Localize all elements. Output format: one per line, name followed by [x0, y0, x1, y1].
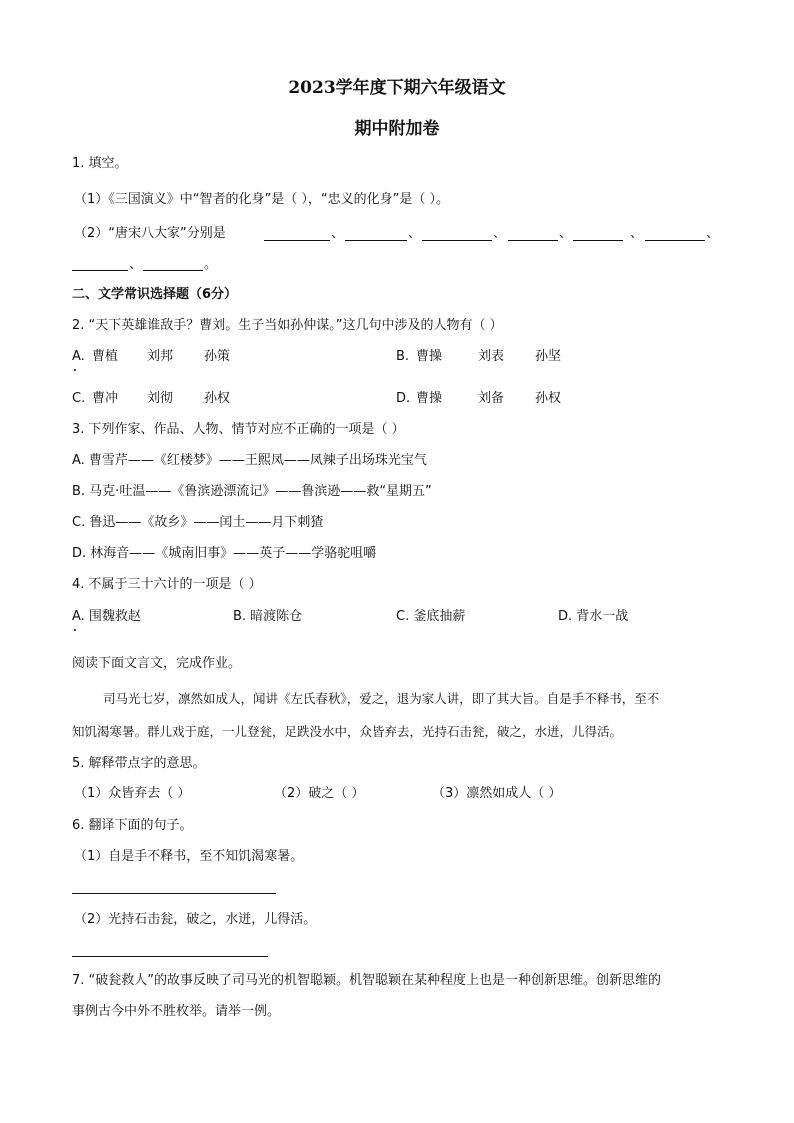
q1-stem: 1. 填空。 — [72, 156, 128, 171]
separator: 、 — [630, 226, 644, 241]
q7-line-1: 7. “破瓮救人”的故事反映了司马光的机智聪颖。机智聪颖在某种程度上也是一种创新思维。创新思维的 — [72, 973, 662, 988]
answer-blank[interactable] — [143, 270, 203, 271]
option-letter[interactable]: B. — [396, 349, 410, 364]
option-letter[interactable]: D. — [396, 391, 411, 406]
q3-option-a[interactable]: A. 曹雪芹——《红楼梦》——王熙凤——凤辣子出场珠光宝气 — [72, 453, 427, 468]
answer-blank[interactable] — [508, 240, 558, 241]
option-item: 刘彻 — [147, 391, 174, 406]
answer-line[interactable] — [72, 956, 268, 957]
exam-title: 2023学年度下期六年级语文 — [288, 78, 506, 98]
separator: 、 — [129, 257, 143, 272]
option-item: 孙坚 — [535, 349, 562, 364]
option-item: 曹植 — [92, 349, 119, 364]
answer-blank[interactable] — [573, 240, 623, 241]
q5-item-1: （1）众皆弃去（ ） — [74, 786, 191, 801]
q5-item-2: （2）破之（ ） — [274, 786, 365, 801]
answer-line[interactable] — [72, 893, 276, 894]
answer-blank[interactable] — [72, 270, 128, 271]
separator: 、 — [559, 226, 573, 241]
separator: 、 — [493, 226, 507, 241]
answer-blank[interactable] — [264, 240, 330, 241]
option-letter[interactable]: C. — [72, 391, 86, 406]
q4-option-d[interactable]: D. 背水一战 — [558, 609, 629, 624]
emphasis-dot — [74, 369, 76, 371]
option-item: 刘表 — [478, 349, 505, 364]
separator: 、 — [706, 226, 720, 241]
separator: 。 — [204, 257, 218, 272]
q4-option-b[interactable]: B. 暗渡陈仓 — [233, 609, 303, 624]
answer-blank[interactable] — [422, 240, 492, 241]
q5-item-3: （3）凛然如成人（ ） — [432, 786, 562, 801]
q6-stem: 6. 翻译下面的句子。 — [72, 818, 193, 833]
q3-option-c[interactable]: C. 鲁迅——《故乡》——闰土——月下刺猹 — [72, 515, 324, 530]
q3-stem: 3. 下列作家、作品、人物、情节对应不正确的一项是（ ） — [72, 422, 405, 437]
option-item: 曹操 — [416, 391, 443, 406]
q6-sentence-2: （2）光持石击瓮，破之，水迸，儿得活。 — [74, 912, 317, 927]
reading-intro: 阅读下面文言文，完成作业。 — [72, 656, 242, 671]
option-item: 刘邦 — [147, 349, 174, 364]
option-item: 孙权 — [204, 391, 231, 406]
q7-line-2: 事例古今中外不胜枚举。请举一例。 — [72, 1004, 281, 1019]
passage-line-1: 司马光七岁，凛然如成人，闻讲《左氏春秋》，爱之，退为家人讲，即了其大旨。自是手不释书，至不 — [103, 691, 660, 706]
option-item: 孙权 — [535, 391, 562, 406]
section-heading: 二、文学常识选择题（6分） — [72, 287, 238, 302]
answer-blank[interactable] — [345, 240, 407, 241]
option-item: 孙策 — [204, 349, 231, 364]
q5-stem: 5. 解释带点字的意思。 — [72, 756, 206, 771]
q3-option-d[interactable]: D. 林海音——《城南旧事》——英子——学骆驼咀嚼 — [72, 546, 377, 561]
q6-sentence-1: （1）自是手不释书，至不知饥渴寒暑。 — [74, 849, 304, 864]
option-item: 刘备 — [478, 391, 505, 406]
q4-option-c[interactable]: C. 釜底抽薪 — [396, 609, 466, 624]
q1-line2-prefix: （2）“唐宋八大家”分别是 — [74, 226, 226, 241]
q3-option-b[interactable]: B. 马克·吐温——《鲁滨逊漂流记》——鲁滨逊——救“星期五” — [72, 484, 432, 499]
exam-subtitle: 期中附加卷 — [354, 119, 440, 139]
option-item: 曹冲 — [92, 391, 119, 406]
emphasis-dot — [74, 629, 76, 631]
passage-line-2: 知饥渴寒暑。群儿戏于庭，一儿登瓮，足跌没水中，众皆弃去，光持石击瓮，破之，水迸，儿得活。 — [72, 724, 623, 739]
option-item: 曹操 — [416, 349, 443, 364]
answer-blank[interactable] — [645, 240, 705, 241]
separator: 、 — [408, 226, 422, 241]
q4-stem: 4. 不属于三十六计的一项是（ ） — [72, 577, 262, 592]
option-letter[interactable]: A. — [72, 349, 85, 364]
separator: 、 — [331, 226, 345, 241]
q1-line1: （1）《三国演义》中“智者的化身”是（ ），“忠义的化身”是（ ）。 — [74, 192, 449, 207]
q2-stem: 2. “天下英雄谁敌手？曹刘。生子当如孙仲谋。”这几句中涉及的人物有（ ） — [72, 318, 503, 333]
q4-option-a[interactable]: A. 围魏救赵 — [72, 609, 141, 624]
